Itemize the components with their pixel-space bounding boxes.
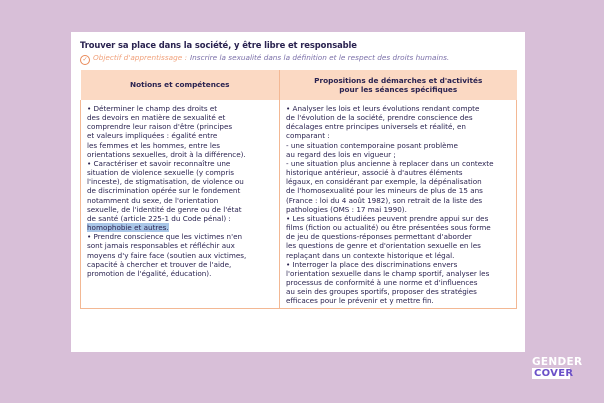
- notions-text-line: moyens d'y faire face (soutien aux victimes,: [87, 250, 247, 260]
- notions-cell: [81, 100, 280, 309]
- propositions-text-line: processus de conformité à une norme et d'influences: [286, 277, 478, 287]
- notions-text-line: sont jamais responsables et réfléchir aux: [87, 241, 235, 251]
- notions-text-line: [87, 223, 273, 232]
- propositions-text-line: • Les situations étudiées peuvent prendre appui sur des: [286, 213, 489, 223]
- propositions-text-line: - une situation contemporaine posant problème: [286, 140, 458, 150]
- check-circle-icon: ✓: [80, 55, 90, 65]
- propositions-text-line: les questions de genre et d'orientation sexuelle en les: [286, 241, 481, 251]
- notions-text-line: • Caractériser et savoir reconnaître une: [87, 158, 231, 168]
- notions-text-line: de discrimination opérée sur le fondement: [87, 186, 241, 196]
- objective-label: Objectif d'apprentissage :: [93, 53, 188, 62]
- propositions-text-line: replaçant dans un contexte historique et légal.: [286, 250, 455, 260]
- propositions-text-line: - une situation plus ancienne à replacer dans un contexte: [286, 158, 494, 168]
- header-propositions: [280, 70, 517, 100]
- propositions-text-line: films (fiction ou actualité) ou être présentées sous forme: [286, 223, 491, 233]
- propositions-text-line: comparant :: [286, 131, 330, 141]
- propositions-text-line: historique antérieur, associé à d'autres éléments: [286, 168, 463, 178]
- notions-text-line: situation de violence sexuelle (y compris: [87, 168, 235, 178]
- propositions-text-line: l'orientation sexuelle dans le champ sportif, analyser les: [286, 268, 490, 278]
- propositions-text-line: de l'homosexualité pour les mineurs de plus de 15 ans: [286, 186, 483, 196]
- propositions-text-line: de jeu de questions-réponses permettant d'aborder: [286, 232, 472, 242]
- propositions-text-line: (France : loi du 4 août 1982), son retrait de la liste des: [286, 195, 483, 205]
- learning-objective: [80, 52, 516, 65]
- notions-text-line: orientations sexuelles, droit à la différence).: [87, 149, 246, 159]
- objective-text: Inscrire la sexualité dans la définition et le respect des droits humains.: [190, 53, 450, 62]
- notions-text-line: capacité à chercher et trouver de l'aide,: [87, 259, 232, 269]
- brand-line-cover: COVER: [534, 368, 574, 379]
- notions-text-line: de santé (article 225-1 du Code pénal) :: [87, 213, 231, 223]
- notions-text-line: et valeurs impliquées : égalité entre: [87, 131, 218, 141]
- notions-text-line: des devoirs en matière de sexualité et: [87, 113, 226, 123]
- propositions-text-line: • Analyser les lois et leurs évolutions rendant compte: [286, 104, 480, 113]
- propositions-text-line: • Interroger la place des discriminations envers: [286, 259, 458, 269]
- propositions-text-line: décalages entre principes universels et réalité, en: [286, 122, 466, 132]
- notions-text-line: • Prendre conscience que les victimes n'en: [87, 232, 243, 242]
- notions-text-line: l'inceste), de stigmatisation, de violence ou: [87, 177, 244, 187]
- propositions-text-line: de l'évolution de la société, prendre conscience des: [286, 113, 473, 123]
- highlighted-text: homophobie et autres.: [87, 223, 169, 233]
- propositions-text-line: efficaces pour le prévenir et y mettre fin.: [286, 296, 434, 306]
- table-header-row: [81, 70, 517, 100]
- notions-text-line: notamment du sexe, de l'orientation: [87, 195, 219, 205]
- notions-text-line: les femmes et les hommes, entre les: [87, 140, 220, 150]
- competences-table: [80, 70, 517, 309]
- notions-text-line: sexuelle, de l'identité de genre ou de l'état: [87, 204, 242, 214]
- notions-text-line: comprendre leur raison d'être (principes: [87, 122, 233, 132]
- document-card: [71, 32, 525, 352]
- propositions-cell: [280, 100, 517, 309]
- brand-logo: [532, 356, 582, 379]
- header-propositions-line: Propositions de démarches et d'activités: [314, 75, 483, 85]
- notions-text-line: promotion de l'égalité, éducation).: [87, 268, 212, 278]
- header-propositions-line: pour les séances spécifiques: [339, 85, 458, 94]
- table-row: [81, 100, 517, 309]
- propositions-text-line: légaux, en considérant par exemple, la dépénalisation: [286, 177, 482, 187]
- brand-line-gender: GENDER: [532, 356, 583, 368]
- section-title: Trouver sa place dans la société, y être libre et responsable: [80, 40, 357, 50]
- propositions-text-line: au regard des lois en vigueur ;: [286, 149, 396, 159]
- propositions-text-line: au sein des groupes sportifs, proposer des stratégies: [286, 287, 477, 297]
- notions-text-line: • Déterminer le champ des droits et: [87, 104, 218, 113]
- header-notions: Notions et compétences: [81, 70, 280, 100]
- propositions-text-line: pathologies (OMS : 17 mai 1990).: [286, 204, 407, 214]
